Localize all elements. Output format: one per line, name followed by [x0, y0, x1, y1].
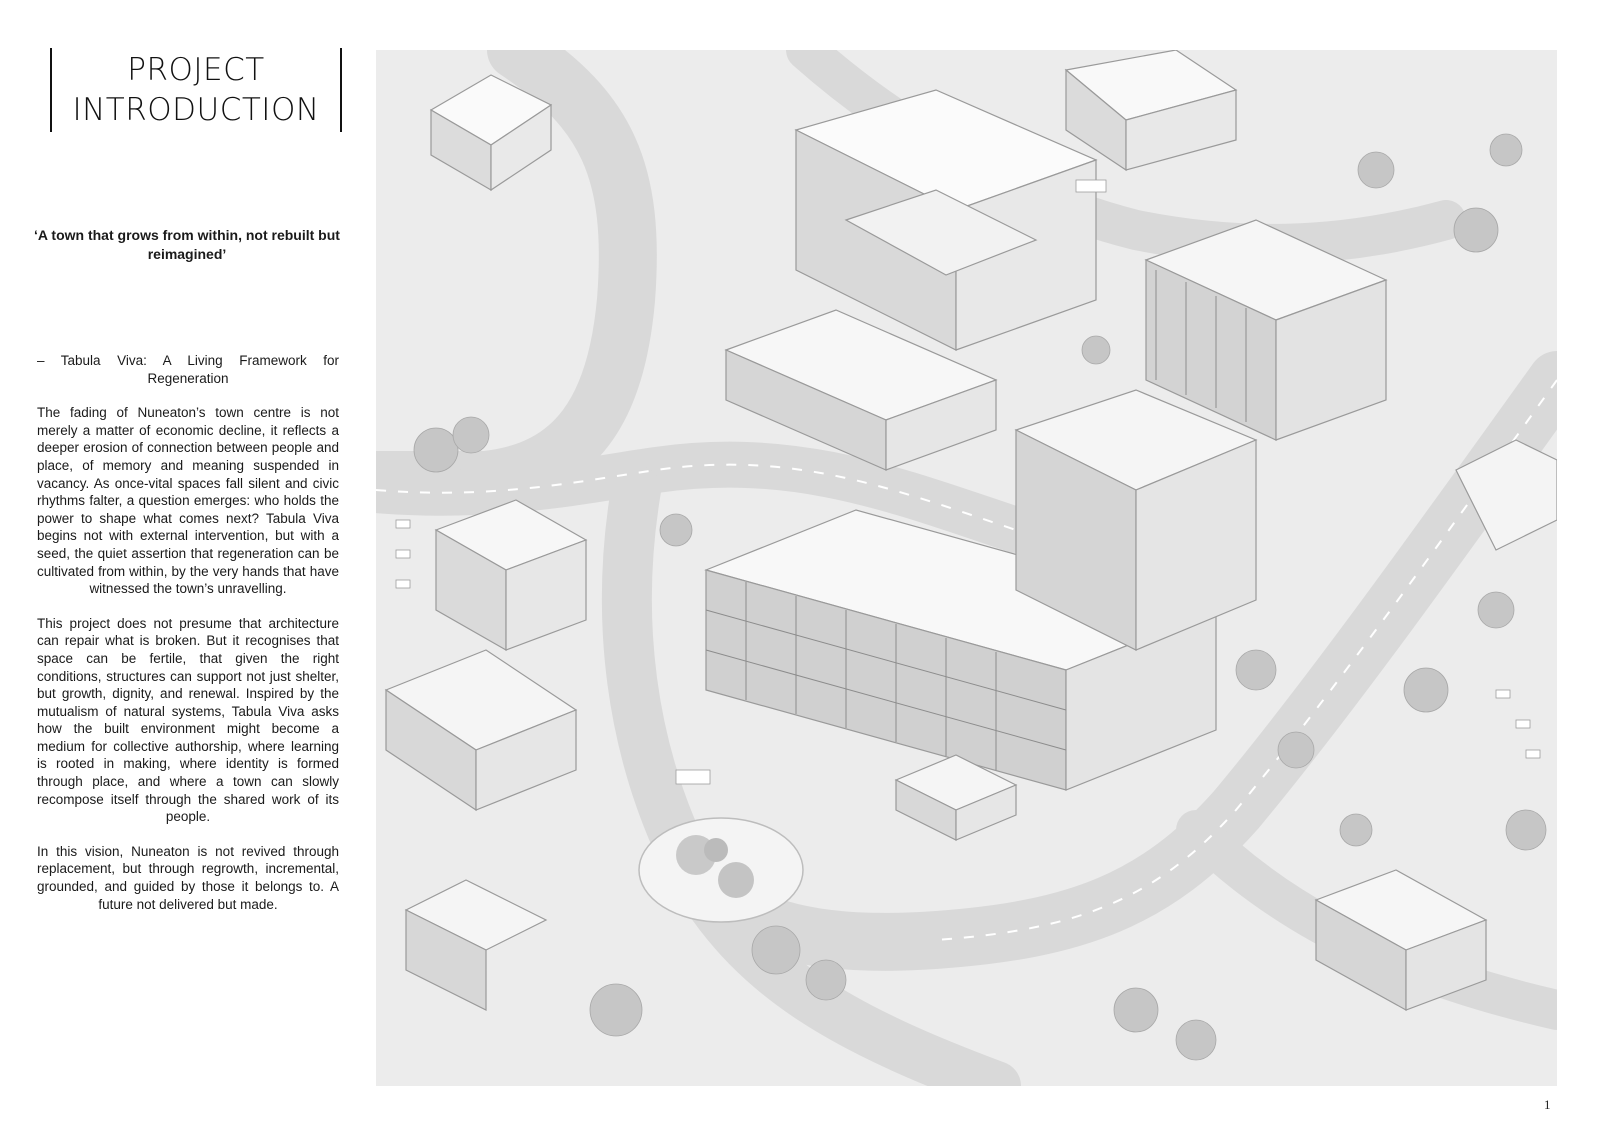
title-line-1: PROJECT — [127, 52, 265, 88]
project-subtitle: – Tabula Viva: A Living Framework for Regeneration — [37, 353, 339, 386]
project-quote: ‘A town that grows from within, not rebuilt but reimagined’ — [34, 227, 340, 262]
paragraph-1: The fading of Nuneaton’s town centre is not merely a matter of economic decline, it reflects a deeper erosion of connection between people and place, of memory and meaning suspended in vacancy. As once-vital spaces fall silent and civic rhythms falter, a question emerges: who holds the power to shape what comes next? Tabula Viva begins not with external intervention, but with a seed, the quiet assertion that regeneration can be cultivated from within, by the very hands that have witnessed the town’s unravelling. — [37, 405, 339, 597]
page-number: 1 — [1544, 1097, 1551, 1112]
paragraph-3: In this vision, Nuneaton is not revived through replacement, but through regrowth, incremental, grounded, and guided by those it belongs to. A future not delivered but made. — [37, 843, 339, 912]
title-line-2: INTRODUCTION — [72, 92, 320, 128]
axonometric-site-drawing — [376, 50, 1557, 1086]
paragraph-2: This project does not presume that architecture can repair what is broken. But it recognises that space can be fertile, that given the right conditions, structures can support not just shelter, but growth, dignity, and renewal. Inspired by the mutualism of natural systems, Tabula Viva asks how the built environment might become a medium for collective authorship, where learning is rooted in making, where identity is formed through place, and where a town can slowly recompose itself through the shared work of its people. — [37, 615, 339, 825]
page-title — [50, 48, 342, 132]
roundabout — [639, 818, 803, 922]
intro-text — [37, 352, 339, 930]
